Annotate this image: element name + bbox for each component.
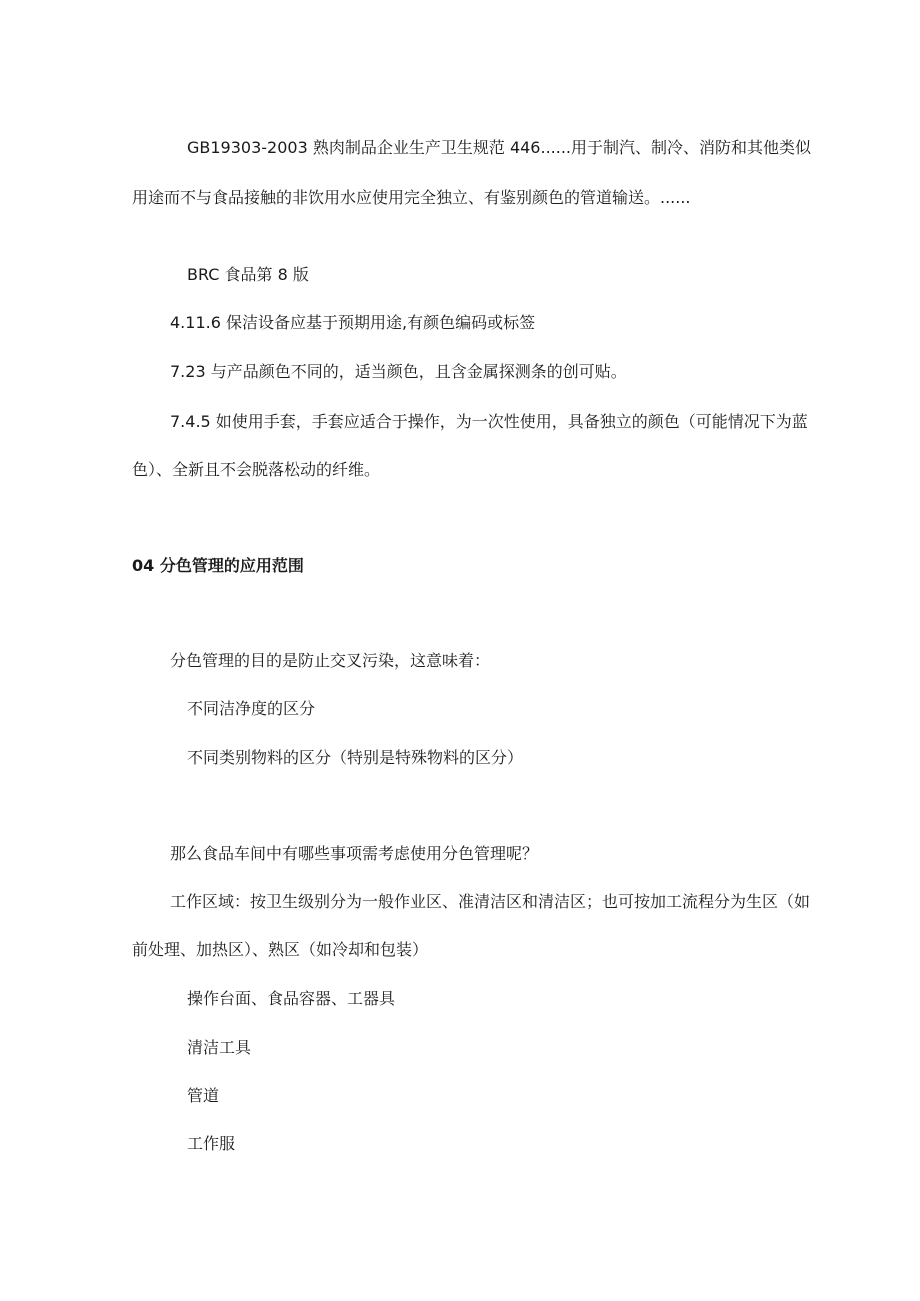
clause-7-4-5-line-2: 色）、全新且不会脱落松动的纤维。 [132,460,381,479]
item-worktops-containers: 操作台面、食品容器、工器具 [187,989,396,1008]
work-area-line-2: 前处理、加热区）、熟区（如冷却和包装） [132,940,429,959]
purpose-item-cleanliness: 不同洁净度的区分 [187,699,316,718]
purpose-item-material: 不同类别物料的区分（特别是特殊物料的区分） [187,748,524,767]
clause-7-23: 7.23 与产品颜色不同的，适当颜色，且含金属探测条的创可贴。 [170,362,627,381]
brc-title: BRC 食品第 8 版 [187,265,309,284]
item-workwear: 工作服 [187,1134,236,1153]
clause-4-11-6: 4.11.6 保洁设备应基于预期用途,有颜色编码或标签 [170,313,536,332]
clause-7-4-5-line-1: 7.4.5 如使用手套，手套应适合于操作，为一次性使用，具备独立的颜色（可能情况下为蓝 [170,412,808,431]
work-area-line-1: 工作区域：按卫生级别分为一般作业区、准清洁区和清洁区；也可按加工流程分为生区（如 [170,892,811,911]
item-cleaning-tools: 清洁工具 [187,1038,252,1057]
question-line: 那么食品车间中有哪些事项需考虑使用分色管理呢？ [170,844,539,863]
purpose-statement: 分色管理的目的是防止交叉污染，这意味着： [170,651,491,670]
item-pipes: 管道 [187,1086,220,1105]
gb-standard-line-1: GB19303-2003 熟肉制品企业生产卫生规范 446......用于制汽、制冷、消防和其他类似 [187,138,811,157]
section-heading: 04 分色管理的应用范围 [132,556,304,575]
gb-standard-line-2: 用途而不与食品接触的非饮用水应使用完全独立、有鉴别颜色的管道输送。...... [132,188,691,207]
